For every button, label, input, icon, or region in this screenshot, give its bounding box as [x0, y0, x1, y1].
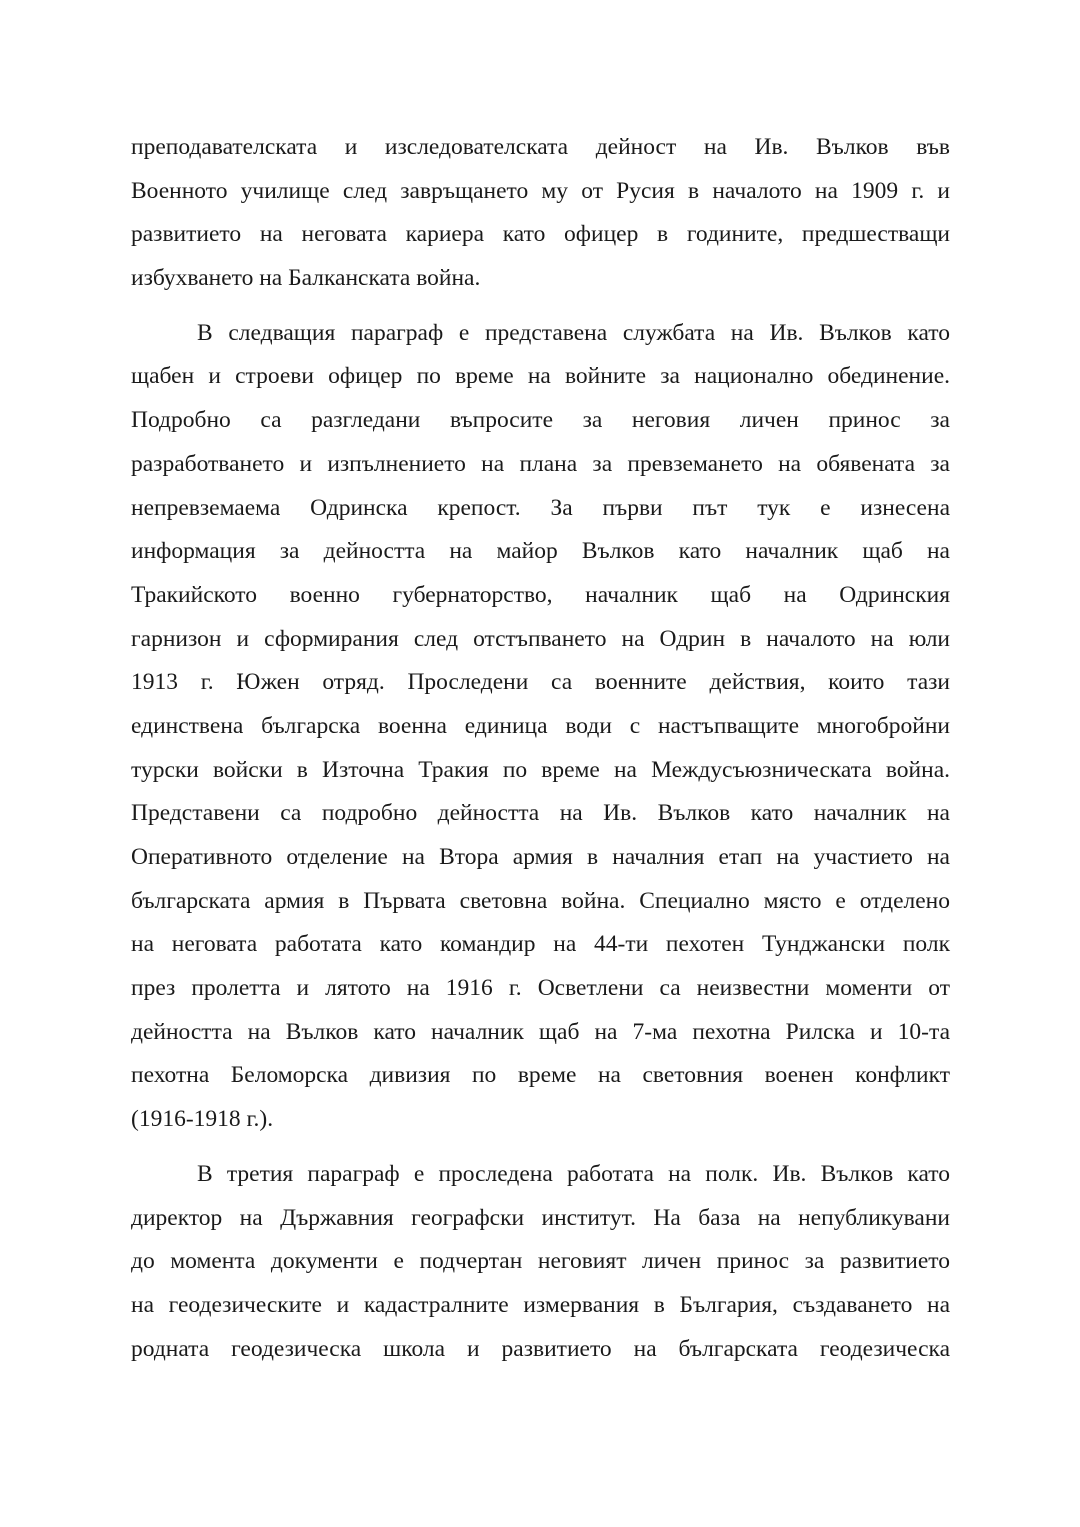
text-line: единствена българска военна единица води с настъпващите многобройни — [131, 712, 950, 739]
text-line: дейността на Вълков като началник щаб на 7-ма пехотна Рилска и 10-та — [131, 1018, 950, 1045]
text-line: непревземаема Одринска крепост. За първи път тук е изнесена — [131, 494, 950, 521]
text-line: родната геодезическа школа и развитието на българската геодезическа — [131, 1335, 950, 1362]
text-line: избухването на Балканската война. — [131, 265, 481, 292]
text-line: (1916-1918 г.). — [131, 1106, 274, 1133]
text-line: директор на Държавния географски институт. На база на непубликувани — [131, 1204, 950, 1231]
text-line: през пролетта и лятото на 1916 г. Осветлени са неизвестни моменти от — [131, 975, 950, 1002]
body-text — [131, 126, 950, 1371]
text-line: до момента документи е подчертан неговият личен принос за развитието — [131, 1248, 950, 1275]
text-line: информация за дейността на майор Вълков като началник щаб на — [131, 538, 950, 565]
text-line: гарнизон и сформирания след отстъпването на Одрин в началото на юли — [131, 625, 950, 652]
paragraph-3 — [131, 1153, 950, 1371]
text-line: турски войски в Източна Тракия по време на Междусъюзническата война. — [131, 756, 950, 783]
text-line: Оперативното отделение на Втора армия в началния етап на участието на — [131, 844, 950, 870]
text-line: Военното училище след завръщането му от Русия в началото на 1909 г. и — [131, 177, 950, 204]
text-line: Представени са подробно дейността на Ив. Вълков като началник на — [131, 800, 950, 827]
text-line: разработването и изпълнението на плана за превземането на обявената за — [131, 450, 950, 477]
text-line: щабен и строеви офицер по време на войните за национално обединение. — [131, 363, 950, 390]
text-line: В следващия параграф е представена службата на Ив. Вълков като — [197, 319, 950, 346]
text-line: българската армия в Първата световна война. Специално място е отделено — [131, 887, 950, 914]
paragraph-1 — [131, 126, 950, 301]
text-line: В третия параграф е проследена работата на полк. Ив. Вълков като — [197, 1160, 950, 1187]
text-line: развитието на неговата кариера като офицер в годините, предшестващи — [131, 221, 950, 248]
text-line: Тракийското военно губернаторство, началник щаб на Одринския — [131, 581, 950, 608]
text-line: пехотна Беломорска дивизия по време на световния военен конфликт — [131, 1062, 950, 1089]
paragraph-2 — [131, 312, 950, 1142]
text-line: на геодезическите и кадастралните измервания в България, създаването на — [131, 1291, 950, 1318]
text-line: Подробно са разгледани въпросите за неговия личен принос за — [131, 407, 950, 434]
text-line: 1913 г. Южен отряд. Проследени са военните действия, които тази — [131, 669, 950, 696]
text-line: преподавателската и изследователската дейност на Ив. Вълков във — [131, 134, 950, 160]
text-line: на неговата работата като командир на 44-ти пехотен Тунджански полк — [131, 931, 950, 958]
